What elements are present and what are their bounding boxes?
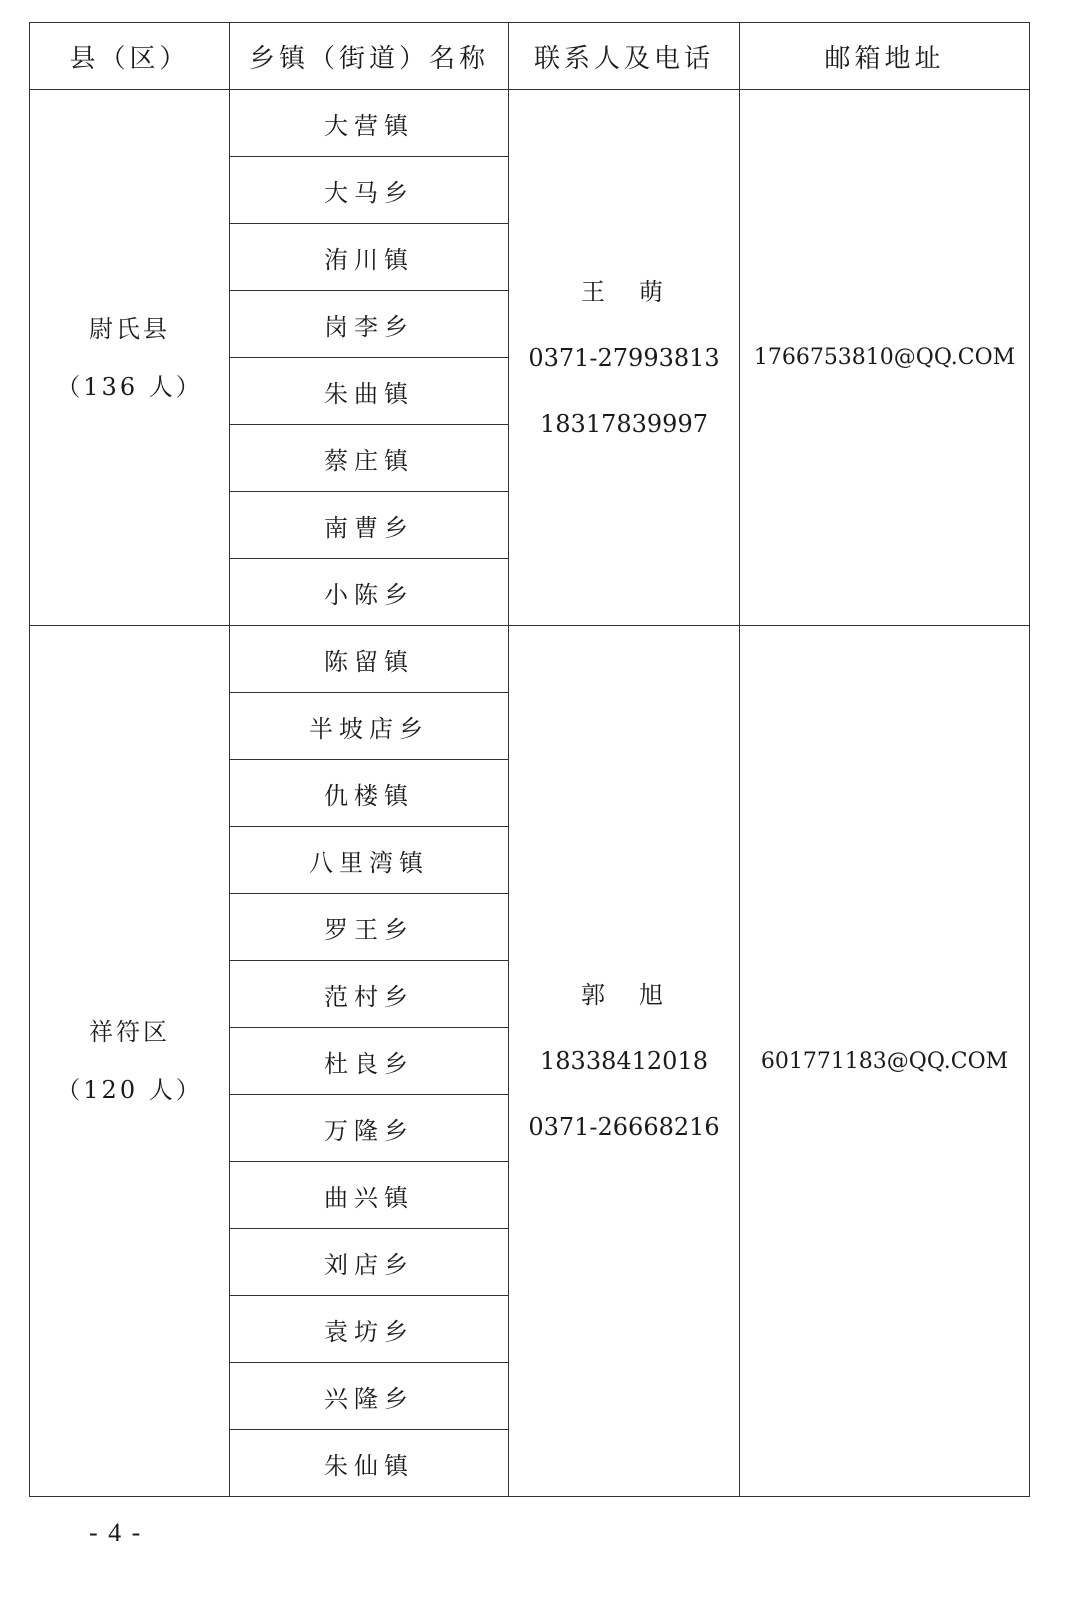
table-row <box>30 90 1030 157</box>
town-cell: 袁坊乡 <box>230 1296 509 1363</box>
town-cell: 八里湾镇 <box>230 827 509 894</box>
town-cell: 朱曲镇 <box>230 358 509 425</box>
town-cell: 刘店乡 <box>230 1229 509 1296</box>
town-cell: 万隆乡 <box>230 1095 509 1162</box>
contact-phone: 18317839997 <box>540 409 708 438</box>
town-cell: 大营镇 <box>230 90 509 157</box>
town-cell: 曲兴镇 <box>230 1162 509 1229</box>
page-number: - 4 - <box>89 1518 143 1547</box>
town-cell: 仇楼镇 <box>230 760 509 827</box>
county-count: （136 人） <box>56 372 203 401</box>
contact-phone: 0371-26668216 <box>528 1113 720 1141</box>
contact-cell <box>509 626 740 1497</box>
town-cell: 大马乡 <box>230 157 509 224</box>
contact-phone: 0371-27993813 <box>528 343 720 372</box>
county-name: 尉氏县 <box>89 314 170 343</box>
town-cell: 陈留镇 <box>230 626 509 693</box>
contact-phone: 18338412018 <box>540 1047 708 1075</box>
table-row <box>30 626 1030 693</box>
contact-table <box>29 22 1030 1497</box>
header-row <box>30 23 1030 90</box>
county-cell <box>30 90 230 626</box>
town-cell: 蔡庄镇 <box>230 425 509 492</box>
county-name: 祥符区 <box>89 1018 170 1046</box>
contact-cell <box>509 90 740 626</box>
contact-person: 王萌 <box>581 277 697 306</box>
header-town: 乡镇（街道）名称 <box>230 23 509 90</box>
town-cell: 岗李乡 <box>230 291 509 358</box>
header-contact: 联系人及电话 <box>509 23 740 90</box>
header-email: 邮箱地址 <box>740 23 1030 90</box>
town-cell: 南曹乡 <box>230 492 509 559</box>
town-cell: 朱仙镇 <box>230 1430 509 1497</box>
town-cell: 兴隆乡 <box>230 1363 509 1430</box>
town-cell: 半坡店乡 <box>230 693 509 760</box>
email-cell: 601771183@QQ.COM <box>740 626 1030 1497</box>
county-count: （120 人） <box>56 1076 203 1104</box>
town-cell: 杜良乡 <box>230 1028 509 1095</box>
town-cell: 罗王乡 <box>230 894 509 961</box>
contact-person: 郭旭 <box>581 981 697 1009</box>
header-county: 县（区） <box>30 23 230 90</box>
town-cell: 小陈乡 <box>230 559 509 626</box>
town-cell: 洧川镇 <box>230 224 509 291</box>
email-cell: 1766753810@QQ.COM <box>740 90 1030 626</box>
town-cell: 范村乡 <box>230 961 509 1028</box>
county-cell <box>30 626 230 1497</box>
